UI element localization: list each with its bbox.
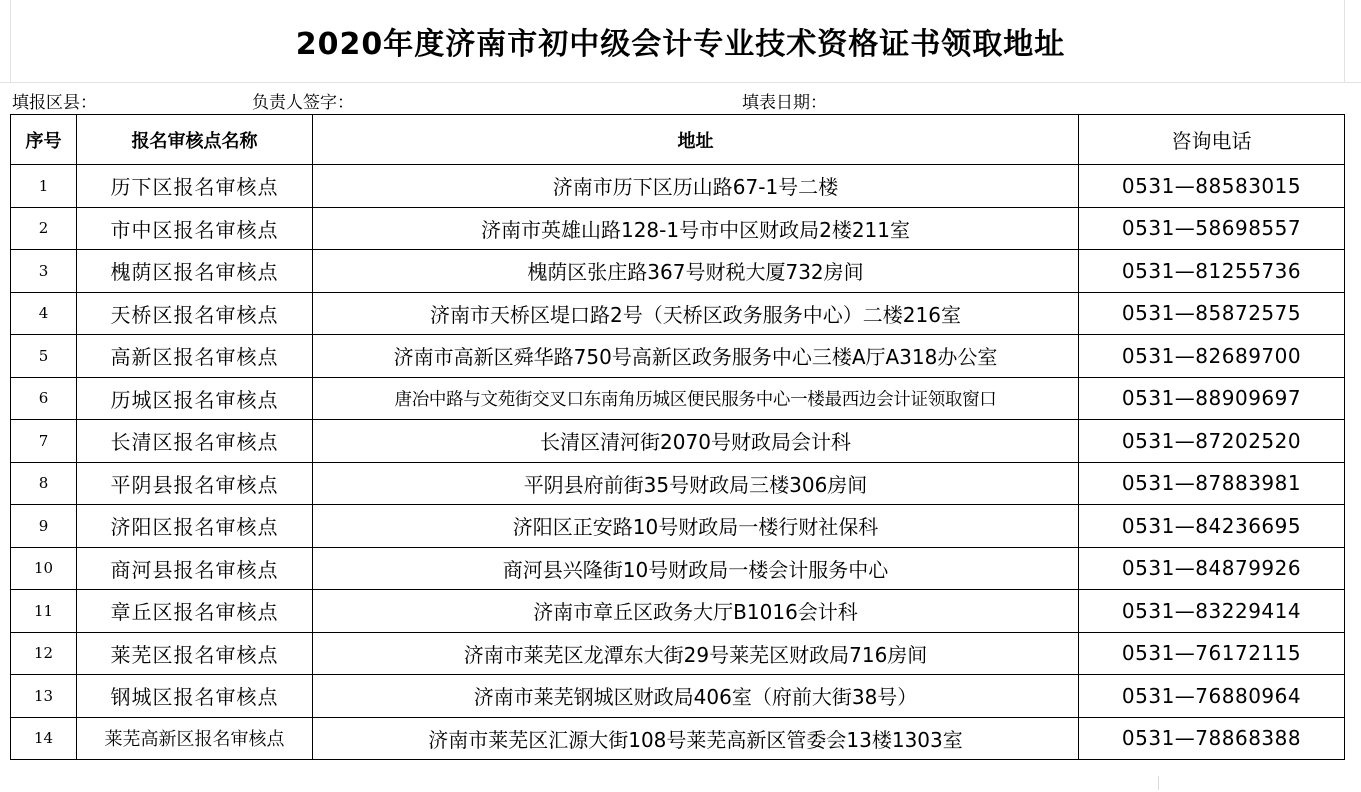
cell-no: 8 xyxy=(11,462,77,505)
cell-phone: 0531—82689700 xyxy=(1079,335,1345,378)
fill-in-row xyxy=(0,84,1361,112)
cell-site: 章丘区报名审核点 xyxy=(77,590,313,633)
cell-site: 平阴县报名审核点 xyxy=(77,462,313,505)
table-row xyxy=(11,207,1345,250)
table-row xyxy=(11,420,1345,463)
table-row xyxy=(11,717,1345,760)
table-row xyxy=(11,547,1345,590)
header-address: 地址 xyxy=(313,115,1079,165)
table-row xyxy=(11,675,1345,718)
cell-phone: 0531—88909697 xyxy=(1079,377,1345,420)
cell-site: 槐荫区报名审核点 xyxy=(77,250,313,293)
cell-phone: 0531—87883981 xyxy=(1079,462,1345,505)
cell-address: 济阳区正安路10号财政局一楼行财社保科 xyxy=(313,505,1079,548)
cell-phone: 0531—84879926 xyxy=(1079,547,1345,590)
cell-no: 14 xyxy=(11,717,77,760)
cell-no: 4 xyxy=(11,292,77,335)
cell-no: 7 xyxy=(11,420,77,463)
header-no: 序号 xyxy=(11,115,77,165)
cell-site: 市中区报名审核点 xyxy=(77,207,313,250)
cell-no: 1 xyxy=(11,165,77,208)
cell-address: 济南市章丘区政务大厅B1016会计科 xyxy=(313,590,1079,633)
signer-label: 负责人签字： xyxy=(252,93,354,113)
cell-site: 莱芜高新区报名审核点 xyxy=(77,717,313,760)
table-row xyxy=(11,250,1345,293)
date-label: 填表日期： xyxy=(742,93,827,113)
table-row xyxy=(11,165,1345,208)
cell-site: 莱芜区报名审核点 xyxy=(77,632,313,675)
cell-phone: 0531—88583015 xyxy=(1079,165,1345,208)
cell-site: 高新区报名审核点 xyxy=(77,335,313,378)
cell-address: 长清区清河街2070号财政局会计科 xyxy=(313,420,1079,463)
cell-address: 济南市英雄山路128-1号市中区财政局2楼211室 xyxy=(313,207,1079,250)
cell-phone: 0531—81255736 xyxy=(1079,250,1345,293)
table-row xyxy=(11,590,1345,633)
cell-no: 13 xyxy=(11,675,77,718)
cell-no: 12 xyxy=(11,632,77,675)
cell-site: 历城区报名审核点 xyxy=(77,377,313,420)
cell-no: 6 xyxy=(11,377,77,420)
cell-address: 商河县兴隆街10号财政局一楼会计服务中心 xyxy=(313,547,1079,590)
cell-phone: 0531—84236695 xyxy=(1079,505,1345,548)
table-row xyxy=(11,335,1345,378)
cell-site: 天桥区报名审核点 xyxy=(77,292,313,335)
cell-phone: 0531—85872575 xyxy=(1079,292,1345,335)
cell-border-mark xyxy=(1158,776,1159,790)
cell-address: 平阴县府前街35号财政局三楼306房间 xyxy=(313,462,1079,505)
cell-address: 唐冶中路与文苑街交叉口东南角历城区便民服务中心一楼最西边会计证领取窗口 xyxy=(313,377,1079,420)
cell-no: 11 xyxy=(11,590,77,633)
table-row xyxy=(11,377,1345,420)
cell-address: 济南市莱芜区龙潭东大街29号莱芜区财政局716房间 xyxy=(313,632,1079,675)
page-title: 2020年度济南市初中级会计专业技术资格证书领取地址 xyxy=(295,27,1066,62)
cell-no: 9 xyxy=(11,505,77,548)
cell-site: 历下区报名审核点 xyxy=(77,165,313,208)
cell-site: 济阳区报名审核点 xyxy=(77,505,313,548)
cell-address: 济南市莱芜区汇源大街108号莱芜高新区管委会13楼1303室 xyxy=(313,717,1079,760)
cell-phone: 0531—76880964 xyxy=(1079,675,1345,718)
cell-site: 商河县报名审核点 xyxy=(77,547,313,590)
cell-site: 钢城区报名审核点 xyxy=(77,675,313,718)
cell-address: 济南市高新区舜华路750号高新区政务服务中心三楼A厅A318办公室 xyxy=(313,335,1079,378)
cell-no: 2 xyxy=(11,207,77,250)
cell-address: 济南市莱芜钢城区财政局406室（府前大街38号） xyxy=(313,675,1079,718)
table-row xyxy=(11,632,1345,675)
county-label: 填报区县： xyxy=(12,93,97,113)
header-phone: 咨询电话 xyxy=(1079,115,1345,165)
cell-phone: 0531—58698557 xyxy=(1079,207,1345,250)
table-header-row xyxy=(11,115,1345,165)
cell-phone: 0531—78868388 xyxy=(1079,717,1345,760)
header-site: 报名审核点名称 xyxy=(77,115,313,165)
cell-address: 济南市天桥区堤口路2号（天桥区政务服务中心）二楼216室 xyxy=(313,292,1079,335)
address-table xyxy=(10,114,1345,760)
gridline-divider xyxy=(0,82,1361,83)
cell-no: 10 xyxy=(11,547,77,590)
table-row xyxy=(11,505,1345,548)
table-row xyxy=(11,462,1345,505)
cell-site: 长清区报名审核点 xyxy=(77,420,313,463)
cell-phone: 0531—83229414 xyxy=(1079,590,1345,633)
cell-phone: 0531—87202520 xyxy=(1079,420,1345,463)
table-row xyxy=(11,292,1345,335)
cell-no: 3 xyxy=(11,250,77,293)
cell-no: 5 xyxy=(11,335,77,378)
cell-address: 槐荫区张庄路367号财税大厦732房间 xyxy=(313,250,1079,293)
cell-phone: 0531—76172115 xyxy=(1079,632,1345,675)
cell-address: 济南市历下区历山路67-1号二楼 xyxy=(313,165,1079,208)
